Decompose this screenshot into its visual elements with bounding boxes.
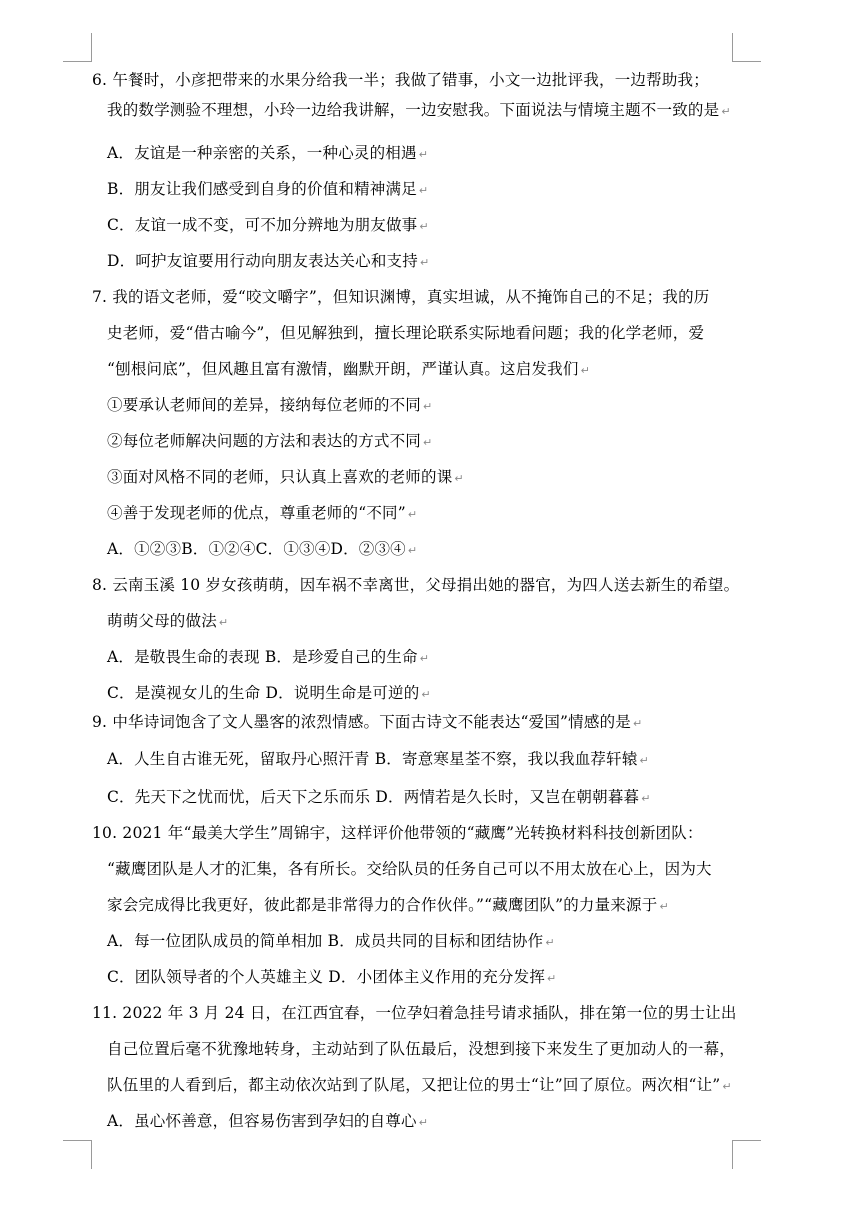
question-7-statement-1: ①要承认老师间的差异，接纳每位老师的不同 ↵ (107, 394, 432, 418)
question-7-line-3: “刨根问底”，但风趣且富有激情，幽默开朗，严谨认真。这启发我们 ↵ (107, 358, 590, 382)
question-11-option-a: A．虽心怀善意，但容易伤害到孕妇的自尊心 ↵ (107, 1110, 428, 1134)
question-7-statement-2: ②每位老师解决问题的方法和表达的方式不同 ↵ (107, 430, 432, 454)
question-7-line-1: 7. 我的语文老师，爱“咬文嚼字”，但知识渊博，真实坦诚，从不掩饰自己的不足；我的历 (92, 288, 710, 306)
paragraph-mark-icon (547, 972, 556, 985)
question-10-line-3: 家会完成得比我更好，彼此都是非常得力的合作伙伴。”“藏鹰团队”的力量来源于 ↵ (107, 894, 669, 918)
page-corner-mark-bottom-right (732, 1140, 761, 1169)
question-7-options: A．①②③B．①②④C．①③④D．②③④ ↵ (107, 538, 417, 562)
page-corner-mark-top-left (63, 33, 92, 62)
paragraph-mark-icon (423, 436, 432, 449)
question-7-line-2: 史老师，爱“借古喻今”，但见解独到，擅长理论联系实际地看问题；我的化学老师，爱 (107, 324, 705, 342)
question-11-line-1: 11. 2022 年 3 月 24 日，在江西宜春，一位孕妇着急挂号请求插队，排在第一位的男士让出 (92, 1004, 737, 1022)
paragraph-mark-icon (581, 364, 590, 377)
paragraph-mark-icon (420, 652, 429, 665)
question-10-line-1: 10. 2021 年“最美大学生”周锦宇，这样评价他带领的“藏鹰”光转换材料科技创新团队： (92, 824, 703, 842)
paragraph-mark-icon (421, 688, 430, 701)
paragraph-mark-icon (641, 792, 650, 805)
question-8-options-cd: C．是漠视女儿的生命 D．说明生命是可逆的 ↵ (107, 682, 431, 706)
question-8-options-ab: A．是敬畏生命的表现 B．是珍爱自己的生命 ↵ (107, 646, 429, 670)
paragraph-mark-icon (419, 148, 428, 161)
paragraph-mark-icon (454, 472, 463, 485)
question-8-line-1: 8. 云南玉溪 10 岁女孩萌萌，因车祸不幸离世，父母捐出她的器官，为四人送去新生的希望。 (92, 576, 740, 594)
paragraph-mark-icon (408, 544, 417, 557)
paragraph-mark-icon (640, 754, 649, 767)
paragraph-mark-icon (659, 900, 668, 913)
question-6-option-d: D．呵护友谊要用行动向朋友表达关心和支持 ↵ (107, 250, 429, 274)
page-corner-mark-bottom-left (63, 1140, 92, 1169)
question-7-statement-4: ④善于发现老师的优点，尊重老师的“不同” ↵ (107, 502, 417, 526)
question-6-option-a: A．友谊是一种亲密的关系，一种心灵的相遇 ↵ (107, 142, 428, 166)
question-8-line-2: 萌萌父母的做法 ↵ (107, 610, 228, 634)
paragraph-mark-icon (420, 256, 429, 269)
page-corner-mark-top-right (732, 33, 761, 62)
paragraph-mark-icon (633, 717, 642, 730)
paragraph-mark-icon (419, 1116, 428, 1129)
paragraph-mark-icon (722, 1080, 731, 1093)
question-11-line-2: 自己位置后毫不犹豫地转身，主动站到了队伍最后，没想到接下来发生了更加动人的一幕， (107, 1040, 736, 1058)
question-10-options-cd: C．团队领导者的个人英雄主义 D．小团体主义作用的充分发挥 ↵ (107, 966, 556, 990)
question-7-statement-3: ③面对风格不同的老师，只认真上喜欢的老师的课 ↵ (107, 466, 464, 490)
paragraph-mark-icon (419, 184, 428, 197)
question-9-line-1: 9. 中华诗词饱含了文人墨客的浓烈情感。下面古诗文不能表达“爱国”情感的是 ↵ (92, 711, 642, 735)
paragraph-mark-icon (219, 616, 228, 629)
paragraph-mark-icon (423, 400, 432, 413)
question-11-line-3: 队伍里的人看到后，都主动依次站到了队尾，又把让位的男士“让”回了原位。两次相“让” ↵ (107, 1074, 732, 1098)
question-6-line-2: 我的数学测验不理想，小玲一边给我讲解，一边安慰我。下面说法与情境主题不一致的是 ↵ (107, 99, 731, 123)
paragraph-mark-icon (721, 105, 730, 118)
paragraph-mark-icon (408, 508, 417, 521)
question-6-option-c: C．友谊一成不变，可不加分辨地为朋友做事 ↵ (107, 214, 429, 238)
paragraph-mark-icon (545, 936, 554, 949)
question-10-options-ab: A．每一位团队成员的简单相加 B．成员共同的目标和团结协作 ↵ (107, 930, 555, 954)
question-9-options-ab: A．人生自古谁无死，留取丹心照汗青 B．寄意寒星荃不察，我以我血荐轩辕 ↵ (107, 748, 649, 772)
question-6-option-b: B．朋友让我们感受到自身的价值和精神满足 ↵ (107, 178, 428, 202)
question-9-options-cd: C．先天下之忧而忧，后天下之乐而乐 D．两情若是久长时，又岂在朝朝暮暮 ↵ (107, 786, 651, 810)
question-10-line-2: “藏鹰团队是人才的汇集，各有所长。交给队员的任务自己可以不用太放在心上，因为大 (107, 860, 712, 878)
question-6-line-1: 6. 午餐时，小彦把带来的水果分给我一半；我做了错事，小文一边批评我，一边帮助我； (92, 71, 709, 89)
paragraph-mark-icon (419, 220, 428, 233)
